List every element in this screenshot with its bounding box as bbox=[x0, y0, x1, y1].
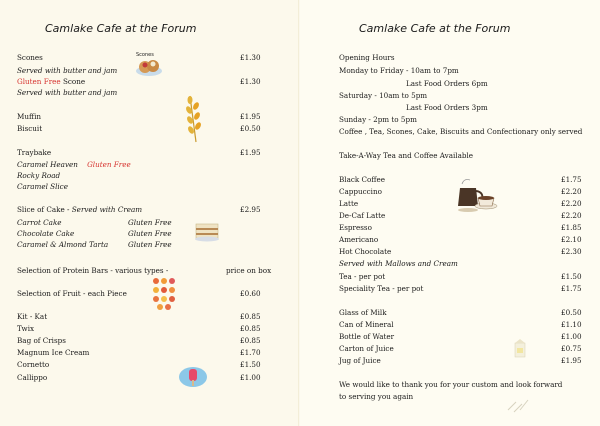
drink-name: Hot Chocolate bbox=[339, 247, 392, 256]
hours-sunday-note: Coffee , Tea, Scones, Cake, Biscuits and Confectionary only served bbox=[339, 127, 583, 136]
traybake-item-gf: Gluten Free bbox=[87, 160, 131, 169]
snack-name: Twix bbox=[17, 324, 35, 333]
mallows-note: Served with Mallows and Cream bbox=[339, 259, 458, 268]
drink-name: Americano bbox=[339, 235, 379, 244]
drink-price: £1.75 bbox=[561, 175, 582, 184]
cold-drink-price: £0.50 bbox=[561, 308, 582, 317]
snack-price: £1.00 bbox=[240, 373, 261, 382]
gf-scone-label-red: Gluten Free bbox=[17, 77, 61, 86]
cold-drink-name: Glass of Milk bbox=[339, 308, 387, 317]
cake-price: £2.95 bbox=[240, 205, 261, 214]
fruit-icon bbox=[150, 276, 178, 312]
snack-price: £0.85 bbox=[240, 312, 261, 321]
cake-item-gf: Gluten Free bbox=[128, 229, 172, 238]
traybake-price: £1.95 bbox=[240, 148, 261, 157]
fruit-label: Selection of Fruit - each Piece bbox=[17, 289, 127, 298]
gf-scone-label-main: Scone bbox=[60, 77, 86, 86]
takeaway-note: Take-A-Way Tea and Coffee Available bbox=[339, 151, 474, 160]
scones-image-icon bbox=[134, 52, 164, 78]
cake-item-gf: Gluten Free bbox=[128, 218, 172, 227]
tea-name: Speciality Tea - per pot bbox=[339, 284, 424, 293]
hours-heading: Opening Hours bbox=[339, 53, 395, 62]
drink-name: Latte bbox=[339, 199, 359, 208]
traybake-item-name: Caramel Heaven bbox=[17, 160, 78, 169]
scones-label: Scones bbox=[17, 53, 43, 62]
gf-scone-label bbox=[17, 77, 85, 86]
scones-icon-label: Scones bbox=[136, 52, 154, 58]
protein-bars-label: Selection of Protein Bars - various types - bbox=[17, 266, 169, 275]
drink-price: £2.20 bbox=[561, 211, 582, 220]
coffee-pot-icon bbox=[454, 176, 500, 214]
cake-item-name: Chocolate Cake bbox=[17, 229, 75, 238]
cold-drink-price: £1.95 bbox=[561, 356, 582, 365]
muffin-price: £1.95 bbox=[240, 112, 261, 121]
cold-drink-name: Jug of Juice bbox=[339, 356, 381, 365]
paper-mark-icon bbox=[504, 396, 544, 414]
snack-name: Bag of Crisps bbox=[17, 336, 66, 345]
muffin-label: Muffin bbox=[17, 112, 42, 121]
snack-price: £0.85 bbox=[240, 336, 261, 345]
biscuit-label: Biscuit bbox=[17, 124, 43, 133]
left-page-title: Camlake Cafe at the Forum bbox=[45, 22, 197, 35]
thank-you-line-1: We would like to thank you for your custom and look forward bbox=[339, 380, 563, 389]
right-page-title: Camlake Cafe at the Forum bbox=[359, 22, 511, 35]
cold-drink-name: Carton of Juice bbox=[339, 344, 394, 353]
right-menu-page bbox=[300, 0, 600, 426]
drink-price: £2.30 bbox=[561, 247, 582, 256]
fruit-price: £0.60 bbox=[240, 289, 261, 298]
tea-price: £1.50 bbox=[561, 272, 582, 281]
drink-price: £2.20 bbox=[561, 199, 582, 208]
drink-price: £2.20 bbox=[561, 187, 582, 196]
scones-note: Served with butter and jam bbox=[17, 66, 118, 75]
snack-price: £1.50 bbox=[240, 360, 261, 369]
drink-name: Black Coffee bbox=[339, 175, 385, 184]
hours-saturday-last-orders: Last Food Orders 3pm bbox=[406, 103, 488, 112]
snack-name: Cornetto bbox=[17, 360, 50, 369]
biscuit-price: £0.50 bbox=[240, 124, 261, 133]
cake-label bbox=[17, 205, 142, 214]
snack-price: £1.70 bbox=[240, 348, 261, 357]
thank-you-line-2: to serving you again bbox=[339, 392, 414, 401]
snack-name: Kit - Kat bbox=[17, 312, 48, 321]
drink-name: De-Caf Latte bbox=[339, 211, 386, 220]
cold-drink-name: Can of Mineral bbox=[339, 320, 394, 329]
drink-name: Cappuccino bbox=[339, 187, 382, 196]
traybake-item: Rocky Road bbox=[17, 171, 61, 180]
tea-name: Tea - per pot bbox=[339, 272, 386, 281]
cake-item-name: Caramel & Almond Tarta bbox=[17, 240, 109, 249]
traybake-item: Caramel Slice bbox=[17, 182, 68, 191]
drink-price: £2.10 bbox=[561, 235, 582, 244]
hours-weekday: Monday to Friday - 10am to 7pm bbox=[339, 66, 459, 75]
cold-drink-price: £1.00 bbox=[561, 332, 582, 341]
snack-name: Callippo bbox=[17, 373, 48, 382]
drink-name: Espresso bbox=[339, 223, 372, 232]
snack-price: £0.85 bbox=[240, 324, 261, 333]
cold-drink-name: Bottle of Water bbox=[339, 332, 395, 341]
snack-name: Magnum Ice Cream bbox=[17, 348, 90, 357]
cake-slice-icon bbox=[194, 220, 220, 242]
protein-bars-price: price on box bbox=[226, 266, 272, 275]
hours-saturday: Saturday - 10am to 5pm bbox=[339, 91, 428, 100]
cold-drink-price: £0.75 bbox=[561, 344, 582, 353]
ice-lolly-icon bbox=[177, 365, 209, 389]
gf-scone-note: Served with butter and jam bbox=[17, 88, 118, 97]
hours-sunday: Sunday - 2pm to 5pm bbox=[339, 115, 417, 124]
traybake-item bbox=[17, 160, 131, 169]
cake-item-name: Carrot Cake bbox=[17, 218, 62, 227]
cake-label-main: Slice of Cake bbox=[17, 205, 65, 214]
cake-item-gf: Gluten Free bbox=[128, 240, 172, 249]
drink-price: £1.85 bbox=[561, 223, 582, 232]
wheat-icon bbox=[182, 92, 206, 146]
cold-drink-price: £1.10 bbox=[561, 320, 582, 329]
traybake-label: Traybake bbox=[17, 148, 52, 157]
scones-price: £1.30 bbox=[240, 53, 261, 62]
juice-carton-icon bbox=[513, 338, 527, 358]
hours-weekday-last-orders: Last Food Orders 6pm bbox=[406, 79, 488, 88]
tea-price: £1.75 bbox=[561, 284, 582, 293]
cake-label-suffix: - Served with Cream bbox=[64, 205, 143, 214]
gf-scone-price: £1.30 bbox=[240, 77, 261, 86]
